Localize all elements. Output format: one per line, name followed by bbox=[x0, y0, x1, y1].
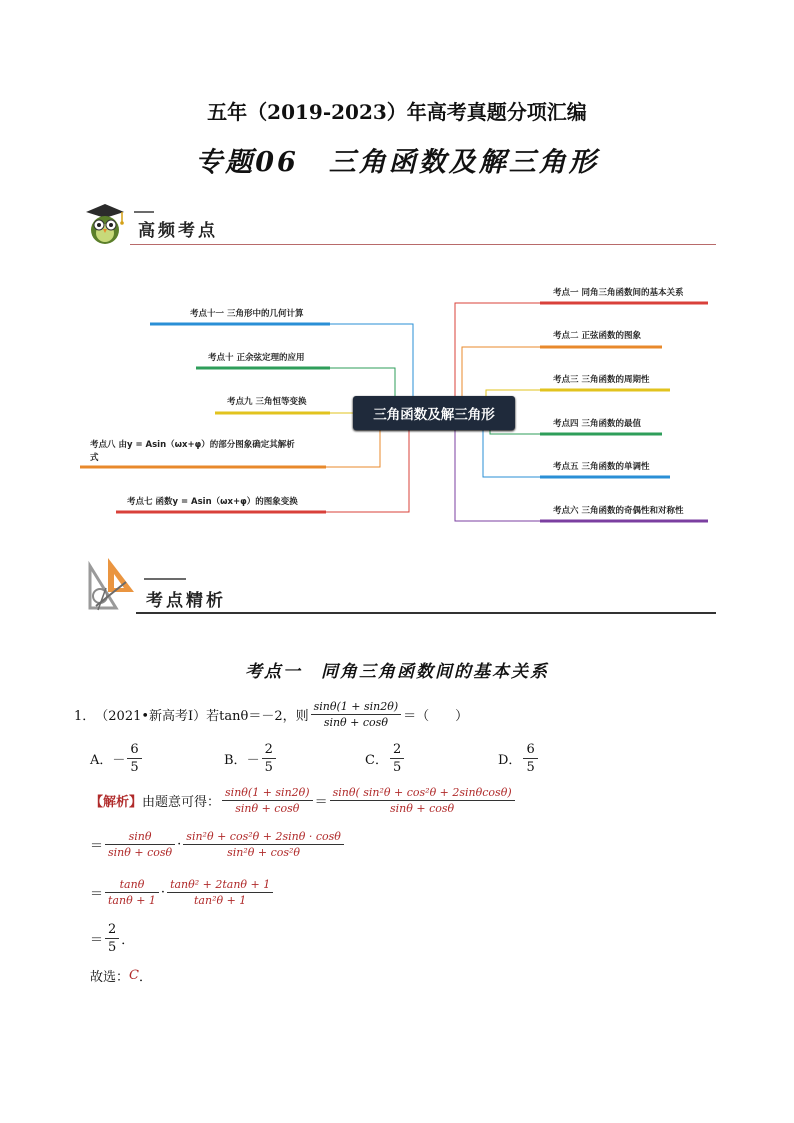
mindmap-node-topic-1: 考点一 同角三角函数间的基本关系 bbox=[553, 288, 684, 298]
solution-step-3a-num: tanθ bbox=[105, 878, 159, 893]
option-a-fraction bbox=[127, 742, 141, 775]
question-fraction-denominator: sinθ + cosθ bbox=[323, 716, 388, 729]
question-condition: tanθ＝－2，则 bbox=[219, 709, 309, 724]
option-c-den: 5 bbox=[392, 760, 402, 775]
option-b-den: 5 bbox=[264, 760, 273, 775]
solution-result: ＝ $\frac{2}{5}$ ． bbox=[90, 922, 135, 955]
question-1 bbox=[74, 700, 468, 729]
solution-step-2b-den: sin²θ + cos²θ bbox=[227, 846, 301, 859]
solution-step-1b-num: sinθ( sin²θ + cos²θ + 2sinθcosθ) bbox=[330, 786, 515, 801]
option-a-den: 5 bbox=[130, 760, 139, 775]
solution-intro: 由题意可得： bbox=[142, 795, 221, 810]
option-a-num: 6 bbox=[127, 742, 141, 759]
section-label-high-frequency: 高频考点 bbox=[138, 221, 218, 241]
option-b-letter: B． bbox=[224, 753, 247, 768]
option-d-den: 5 bbox=[526, 760, 535, 775]
document-title: 五年（2019-2023）年高考真题分项汇编 bbox=[207, 100, 587, 124]
section-divider-2 bbox=[136, 612, 716, 614]
solution-step-3b bbox=[167, 878, 273, 907]
solution-step-2b-num: sin²θ + cos²θ + 2sinθ · cosθ bbox=[183, 830, 344, 845]
option-b-num: 2 bbox=[262, 742, 276, 759]
section-header-analysis bbox=[86, 552, 718, 616]
option-a[interactable] bbox=[90, 742, 144, 775]
mindmap-center-node: 三角函数及解三角形 bbox=[353, 396, 515, 430]
option-b-fraction bbox=[262, 742, 276, 775]
solution-line-1: 【解析】 由题意可得： $\frac{\sin\theta(1 + \sin 2\theta)}{\sin\theta + \cos\theta}$ ＝ $\frac{\text{sinθ( sin²θ + cos²θ + 2sinθcosθ)}}{\sin\theta + \cos\theta}$ bbox=[90, 786, 517, 815]
mindmap-node-topic-3: 考点三 三角函数的周期性 bbox=[553, 375, 650, 385]
option-a-letter: A． bbox=[90, 753, 113, 768]
solution-step-2a-den: sinθ + cosθ bbox=[108, 846, 173, 859]
solution-step-1b bbox=[330, 786, 515, 815]
solution-step-1b-den: sinθ + cosθ bbox=[390, 802, 455, 815]
solution-step-2b bbox=[183, 830, 344, 859]
answer-choice: C bbox=[129, 968, 139, 983]
option-d-num: 6 bbox=[523, 742, 537, 759]
solution-result-den: 5 bbox=[108, 940, 117, 955]
option-d-letter: D． bbox=[498, 753, 522, 768]
option-d[interactable] bbox=[498, 742, 540, 775]
solution-line-2: ＝ $\frac{\sin\theta}{\sin\theta + \cos\theta}$ · $\frac{\text{sin²θ + cos²θ + 2sinθ · cosθ}}{\text{sin²θ + cos²θ}}$ bbox=[90, 830, 346, 859]
solution-step-3a bbox=[105, 878, 159, 907]
mindmap-node-topic-10: 考点十 正余弦定理的应用 bbox=[208, 353, 305, 363]
solution-step-1a-den: sinθ + cosθ bbox=[235, 802, 300, 815]
mindmap-node-topic-6: 考点六 三角函数的奇偶性和对称性 bbox=[553, 506, 684, 516]
solution-step-3b-den: tan²θ + 1 bbox=[194, 894, 247, 907]
solution-step-2a bbox=[105, 830, 175, 859]
solution-step-2a-num: sinθ bbox=[105, 830, 175, 845]
option-c-fraction bbox=[390, 742, 404, 775]
option-b-sign: － bbox=[246, 753, 260, 768]
mindmap-node-topic-5: 考点五 三角函数的单调性 bbox=[553, 462, 650, 472]
mindmap-node-topic-7: 考点七 函数y = Asin（ωx+φ）的图象变换 bbox=[127, 497, 298, 507]
section-label-analysis: 考点精析 bbox=[146, 591, 226, 611]
solution-result-num: 2 bbox=[105, 922, 119, 939]
topic-1-heading: 考点一 同角三角函数间的基本关系 bbox=[245, 662, 549, 682]
drafting-tools-icon bbox=[86, 552, 146, 614]
topic-title: 专题06 三角函数及解三角形 bbox=[195, 147, 599, 178]
mindmap-node-topic-11: 考点十一 三角形中的几何计算 bbox=[190, 309, 304, 319]
solution-step-3a-den: tanθ + 1 bbox=[108, 894, 156, 907]
question-number: 1． bbox=[74, 709, 96, 724]
mindmap-node-topic-8: 考点八 由y = Asin（ωx+φ）的部分图象确定其解析 bbox=[90, 440, 295, 450]
mindmap-node-topic-4: 考点四 三角函数的最值 bbox=[553, 419, 641, 429]
mindmap-node-topic-9: 考点九 三角恒等变换 bbox=[227, 397, 307, 407]
option-c[interactable] bbox=[365, 742, 406, 775]
solution-tag: 【解析】 bbox=[90, 795, 143, 810]
solution-step-1a-num: sinθ(1 + sin2θ) bbox=[222, 786, 313, 801]
mindmap-node-topic-8-wrap: 式 bbox=[90, 453, 99, 463]
header-accent-line-2 bbox=[144, 578, 186, 580]
option-c-num: 2 bbox=[390, 742, 404, 759]
option-a-sign: － bbox=[112, 753, 126, 768]
question-tail: ＝（ ） bbox=[403, 709, 469, 724]
solution-result-fraction bbox=[105, 922, 119, 955]
option-b[interactable] bbox=[224, 742, 278, 775]
option-d-fraction bbox=[523, 742, 537, 775]
solution-line-3: ＝ $\frac{\tan\theta}{\tan\theta + 1}$ · $\frac{\text{tanθ² + 2tanθ + 1}}{\text{tan²θ + 1}}$ bbox=[90, 878, 275, 907]
question-fraction bbox=[311, 700, 402, 729]
question-fraction-numerator: sinθ(1 + sin2θ) bbox=[311, 700, 402, 715]
solution-step-1a bbox=[222, 786, 313, 815]
mindmap-node-topic-2: 考点二 正弦函数的图象 bbox=[553, 331, 641, 341]
question-source: （2021•新高考Ⅰ）若 bbox=[95, 709, 220, 724]
option-c-letter: C． bbox=[365, 753, 388, 768]
answer-prefix: 故选： bbox=[90, 970, 130, 985]
solution-step-3b-num: tanθ² + 2tanθ + 1 bbox=[167, 878, 273, 893]
solution-answer: 故选： C ． bbox=[90, 968, 152, 985]
